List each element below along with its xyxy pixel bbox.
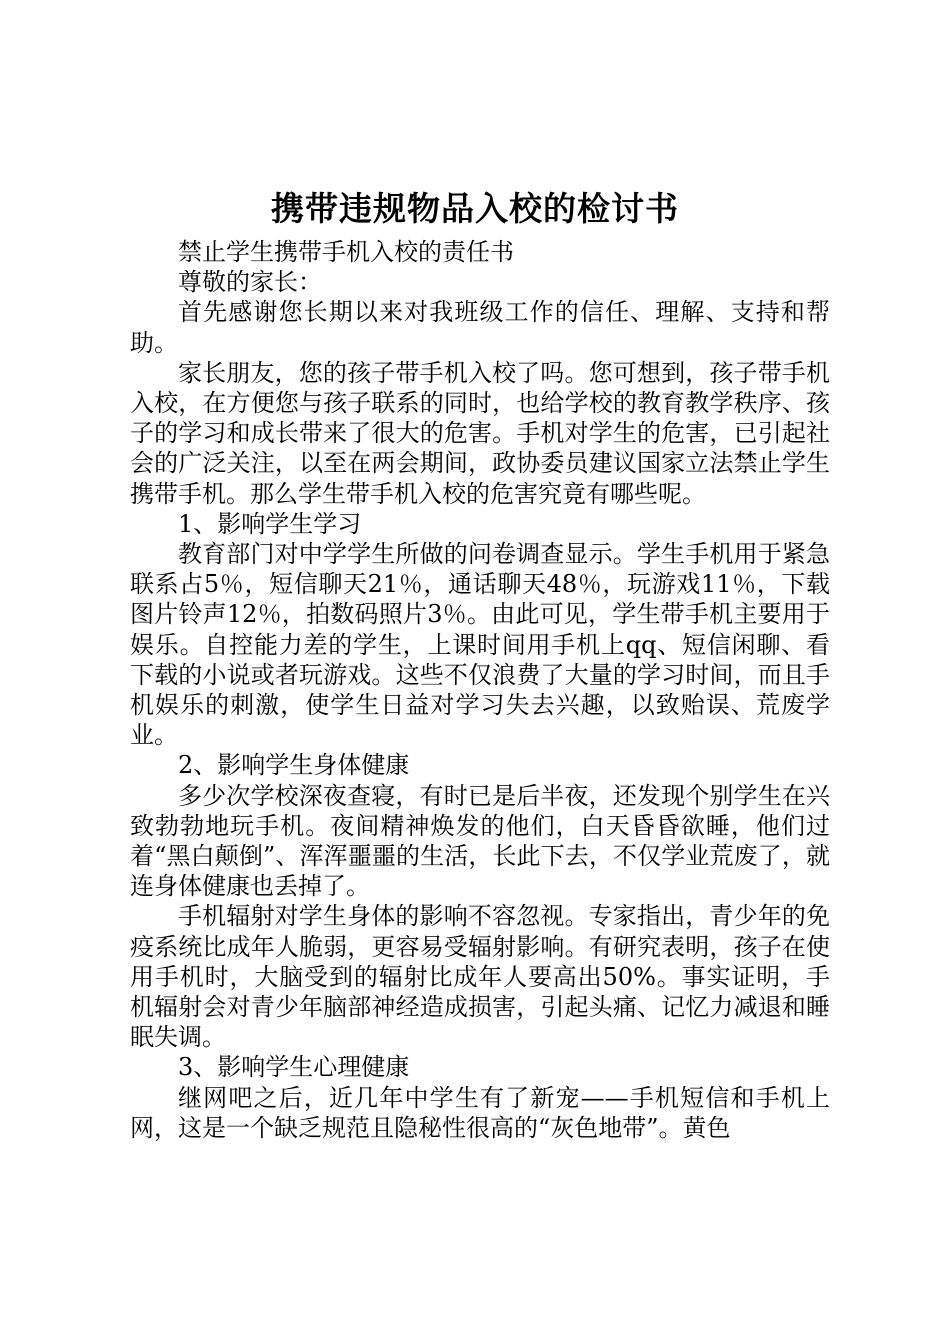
body-paragraph: 继网吧之后，近几年中学生有了新宠——手机短信和手机上网，这是一个缺乏规范且隐秘性很高的“灰色地带”。黄色: [130, 1083, 830, 1142]
body-paragraph: 多少次学校深夜查寝，有时已是后半夜，还发现个别学生在兴致勃勃地玩手机。夜间精神焕发的他们，白天昏昏欲睡，他们过着“黑白颠倒”、浑浑噩噩的生活，长此下去，不仅学业荒废了，就连身体健康也丢掉了。: [130, 781, 830, 901]
body-paragraph: 首先感谢您长期以来对我班级工作的信任、理解、支持和帮助。: [130, 298, 830, 357]
body-paragraph: 手机辐射对学生身体的影响不容忽视。专家指出，青少年的免疫系统比成年人脆弱，更容易受辐射影响。有研究表明，孩子在使用手机时，大脑受到的辐射比成年人要高出50%。事实证明，手机辐射会对青少年脑部神经造成损害，引起头痛、记忆力减退和睡眠失调。: [130, 902, 830, 1052]
subtitle-paragraph: 禁止学生携带手机入校的责任书: [178, 238, 514, 266]
salutation-paragraph: 尊敬的家长：: [178, 268, 322, 297]
body-paragraph: 家长朋友，您的孩子带手机入校了吗。您可想到，孩子带手机入校，在方便您与孩子联系的同时，也给学校的教育教学秩序、孩子的学习和成长带来了很大的危害。手机对学生的危害，已引起社会的广泛关注，以至在两会期间，政协委员建议国家立法禁止学生携带手机。那么学生带手机入校的危害究竟有哪些呢。: [130, 358, 830, 508]
body-paragraph: 教育部门对中学学生所做的问卷调查显示。学生手机用于紧急联系占5％，短信聊天21％，通话聊天48％，玩游戏11％，下载图片铃声12％，拍数码照片3％。由此可见，学生带手机主要用于娱乐。自控能力差的学生，上课时间用手机上qq、短信闲聊、看下载的小说或者玩游戏。这些不仅浪费了大量的学习时间，而且手机娱乐的刺激，使学生日益对学习失去兴趣，以致贻误、荒废学业。: [130, 540, 830, 750]
document-body: [130, 237, 830, 1143]
section-heading: 3、影响学生心理健康: [178, 1053, 410, 1082]
section-heading: 1、影响学生学习: [178, 509, 362, 538]
section-heading: 2、影响学生身体健康: [178, 751, 410, 780]
document-title: 携带违规物品入校的检讨书: [271, 189, 679, 228]
